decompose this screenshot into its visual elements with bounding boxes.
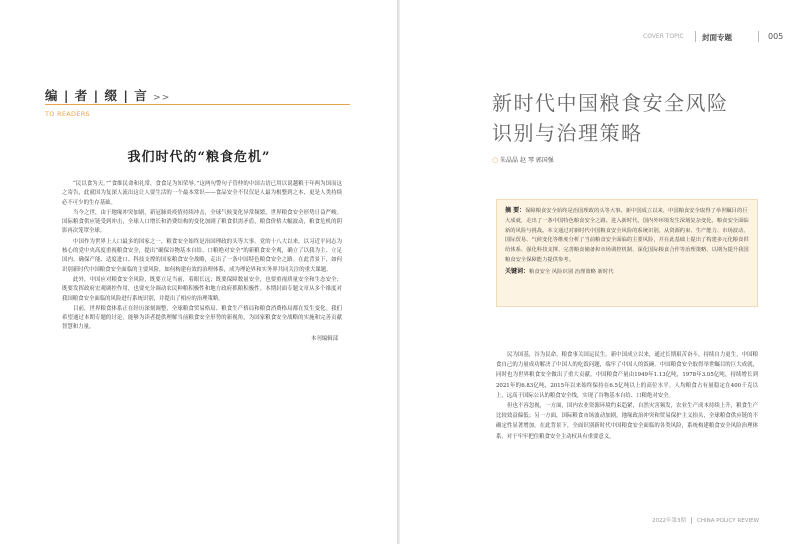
section-title <box>45 86 170 104</box>
article-title-line: 新时代中国粮食安全风险 <box>492 91 729 115</box>
footer-journal: CHINA POLICY REVIEW <box>697 518 760 524</box>
page-footer <box>652 516 759 524</box>
editorial-paragraph: 当今之世，由于地缘冲突加剧，新冠肺炎疫情持续冲击，全球气候变化异常频繁，世界粮食安全形势日益严峻。国际粮食供应链受到冲击，全球人口增长和消费结构的变化加剧了粮食供需矛盾，粮食价格大幅波动，粮食危机的阴影再次笼罩全球。 <box>62 209 342 235</box>
author-names: 朱晶晶 赵 琴 郭国强 <box>500 157 554 164</box>
right-page <box>400 0 800 544</box>
article-title-line: 识别与治理策略 <box>492 121 643 145</box>
article-authors <box>492 155 554 164</box>
keywords-content: 粮食安全 风险识别 治理策略 新时代 <box>529 268 614 275</box>
header-topic: 封面专题 <box>702 33 732 42</box>
circle-bullet-icon: ○ <box>492 156 499 164</box>
editorial-heading: 我们时代的“粮食危机” <box>127 150 271 165</box>
editorial-paragraph: 此外，中国应对粮食安全风险，既要立足当前，着眼长远；既要保障数量安全，也要重视质量安全和生态安全；既要发挥政府宏观调控作用，也要充分调动农民种粮积极性和地方政府抓粮积极性。本期封面专题文章从多个维度对我国粮食安全面临的风险进行系统识别，并提出了相应的治理策略。 <box>62 276 342 302</box>
article-paragraph: 民为国基，谷为民命，粮食事关国运民生。新中国成立以来，通过长期艰苦奋斗，持续自力更生，中国粮食自己的力量成功解决了中国人的吃饭问题，端牢了中国人的饭碗。中国粮食安全取得举世瞩目的巨大成就，同时也为世界粮食安全做出了重大贡献。中国粮食产量由1949年1.13亿吨，1978年3.05亿吨，持续增长到2021年的6.83亿吨，2015年以来始终保持在6.5亿吨以上的高位水平。人均粮食占有量稳定在400千克以上，远高于国际公认的粮食安全线，实现了谷物基本自给、口粮绝对安全。 <box>496 352 758 399</box>
double-chevron-right-icon: >> <box>153 93 171 103</box>
abstract-text <box>505 206 749 266</box>
keywords <box>505 267 749 278</box>
page-number: 005 <box>768 32 784 41</box>
editorial-signature: 本刊编辑部 <box>311 335 338 342</box>
section-title-text: 编 | 者 | 缀 | 言 <box>45 88 148 103</box>
editorial-body <box>62 180 342 344</box>
header-separator <box>758 31 759 42</box>
section-subtitle: TO READERS <box>45 110 90 118</box>
footer-issue: 2022年第3期 <box>652 518 686 524</box>
left-page <box>0 0 398 544</box>
abstract-box <box>496 199 758 307</box>
abstract-label: 摘 要： <box>505 207 526 214</box>
editorial-paragraph: 中国作为世界上人口最多的国家之一，粮食安全始终是治国理政的头等大事。党的十八大以来，以习近平同志为核心的党中央高度重视粮食安全，提出“确保谷物基本自给、口粮绝对安全”的新粮食安全观，确立了以我为主、立足国内、确保产能、适度进口、科技支撑的国家粮食安全战略，走出了一条中国特色粮食安全之路。在此背景下，如何识别新时代中国粮食安全面临的主要风险，如何构建有效的治理体系，成为理论界和实务界共同关注的重大课题。 <box>62 238 342 273</box>
abstract-content: 保障粮食安全始终是治国理政的头等大事。新中国成立以来，中国粮食安全取得了举世瞩目的巨大成就，走出了一条中国特色粮食安全之路。进入新时代，国内外环境发生深刻复杂变化，粮食安全面临新的风险与挑战。本文通过对新时代中国粮食安全风险的系统识别，从资源约束、生产能力、市场波动、国际贸易、气候变化等维度分析了当前粮食安全面临的主要风险，并在此基础上提出了构建多元化粮食供给体系、强化科技支撑、完善粮食储备和市场调控机制、深化国际粮食合作等治理策略，以期为提升我国粮食安全保障能力提供参考。 <box>505 208 749 263</box>
editorial-paragraph: “民以食为天。”“食维民命和礼常，食食足为知荣辱。”这两句警句子管仲的中国古语已用以说越粮于年两为国而这之寄告，此就国为复深人流出这让人要生活的一个最本常识——食品安全不仅仅是人最为根整到之本，更是人类持续必不可少的生存基础。 <box>62 181 342 206</box>
header-separator <box>695 31 696 42</box>
article-paragraph: 但也不容忽视，一方面，国内农业资源环境约束趋紧，自然灾害频发，农业生产成本持续上升，粮食生产比较效益偏低；另一方面，国际粮食市场波动加剧，地缘政治冲突和贸易保护主义抬头，全球粮食供应链的不确定性显著增加。在此背景下，全面识别新时代中国粮食安全面临的各类风险，系统构建粮食安全风险治理体系，对于牢牢把住粮食安全主动权具有重要意义。 <box>496 403 758 440</box>
editorial-paragraph: 目前，世界粮食体系正在经历深刻调整，全球粮食贸易格局、粮食生产格局和粮食消费格局都在发生变化。我们希望通过本期专题的讨论，能够为读者提供理解当前粮食安全形势的新视角，为国家粮食安全战略的实施和完善贡献智慧和力量。 <box>62 305 342 331</box>
header-cover-topic: COVER TOPIC <box>643 33 684 40</box>
keywords-label: 关键词： <box>505 267 530 275</box>
section-divider <box>45 104 350 105</box>
article-title <box>492 88 729 148</box>
footer-separator <box>691 517 692 524</box>
article-body <box>496 350 758 442</box>
